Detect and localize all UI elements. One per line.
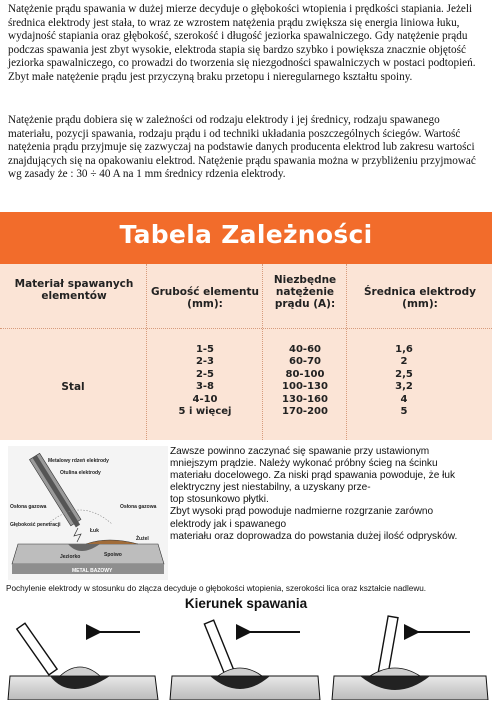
welding-direction-illustrations: [0, 610, 492, 700]
thickness-column: [150, 344, 260, 418]
selection-paragraph: Natężenie prądu dobiera się w zależności od rodzaju elektrody i jej średnicy, rodzaju spawanego materiału, pozycji spawania, rodzaju prądu i od techniki układania poszczególnych ściegów. Wartość natężenia prądu przyjmuje się zazwyczaj na podstawie danych producenta elektrod lub zakresu wartości znajdujących się na opakowaniu elektrod. Natężenie prądu spawania można w przybliżeniu przyjmować wg zasady że : 30 ÷ 40 A na 1 mm średnicy rdzenia elektrody.: [8, 114, 476, 181]
diameter-cell: 3,2: [395, 381, 413, 393]
current-cell: 130-160: [282, 393, 328, 405]
column-divider: [146, 264, 147, 440]
diameter-cell: 1,6: [395, 344, 413, 355]
column-divider: [346, 264, 347, 440]
label-electrode-coating: Otulina elektrody: [60, 470, 101, 476]
header-thickness: Grubość elementu (mm):: [150, 286, 259, 310]
thickness-cell: 4-10: [192, 393, 218, 405]
label-slag: Żużel: [136, 536, 149, 542]
thickness-cell: 2-5: [195, 368, 215, 380]
label-gas-shield-left: Osłona gazowa: [10, 504, 47, 510]
table-title: Tabela Zależności: [119, 220, 373, 249]
current-cell: 170-200: [282, 406, 328, 418]
note-line: top stosunkowo płytki.: [170, 494, 269, 506]
label-filler-metal: Spoiwo: [104, 552, 122, 558]
header-current: Niezbędne natężenie prądu (A):: [273, 274, 337, 310]
table-body: [0, 264, 492, 440]
header-material: Materiał spawanych elementów: [14, 278, 134, 302]
diameter-cell: 2: [400, 356, 408, 368]
note-line: mniejszym prądzie. Należy wykonać próbny ścieg na ścinku: [170, 458, 438, 470]
diameter-cell: 5: [400, 406, 408, 418]
column-divider: [262, 264, 263, 440]
diameter-cell: 4: [400, 393, 408, 405]
note-line: Zawsze powinno zaczynać się spawanie przy ustawionym: [170, 446, 430, 457]
diameter-column: [350, 344, 458, 418]
label-gas-shield-right: Osłona gazowa: [120, 504, 157, 510]
note-line: elektrody jak i spawanego: [170, 518, 287, 530]
current-cell: 40-60: [289, 344, 321, 355]
electrode-angle-caption: Pochylenie elektrody w stosunku do złącza decyduje o głębokości wtopienia, szerokości lica oraz kształcie nadlewu.: [6, 584, 427, 593]
note-line: elektryczny jest niestabilny, a uzyskany prze-: [170, 482, 371, 494]
thickness-cell: 1-5: [195, 344, 215, 355]
current-cell: 80-100: [285, 368, 325, 380]
label-electrode-core: Metalowy rdzeń elektrody: [48, 458, 109, 464]
note-line: materiału docelowego. Za niski prąd spawania powoduje, że łuk: [170, 470, 456, 482]
weld-illustration-3: [332, 616, 488, 700]
current-cell: 60-70: [289, 356, 321, 368]
thickness-cell: 2-3: [195, 356, 215, 368]
note-line: Zbyt wysoki prąd powoduje nadmierne rozgrzanie zarówno: [170, 506, 434, 518]
table-header-bar: [0, 212, 492, 264]
intro-paragraph: Natężenie prądu spawania w dużej mierze decyduje o głębokości wtopienia i prędkości stapiania. Jeżeli średnica elektrody jest stała, to wraz ze wzrostem natężenia prądu zwiększa się energia liniowa łuku, wydajność stapiania oraz głębokość, szerokość i długość jeziorka spawalniczego. Gdy natężenie prądu podczas spawania jest zbyt wysokie, elektroda stapia się bardzo szybko i powiększa znacznie objętość jeziorka spawalniczego, co prowadzi do tworzenia się niezgodności spawalniczych w postaci podtopień. Zbyt małe natężenie prądu jest przyczyną braku przetopu i nieregularnego kształtu spoiny.: [8, 3, 476, 83]
label-arc: Łuk: [90, 528, 99, 534]
label-base-metal: METAL BAZOWY: [72, 568, 113, 574]
welding-note: [170, 446, 488, 543]
weld-illustration-2: [170, 620, 320, 700]
weld-illustration-1: [8, 623, 158, 700]
label-penetration-depth: Głębokość penetracji: [10, 522, 61, 528]
current-cell: 100-130: [282, 381, 328, 393]
dependency-table: [0, 212, 492, 440]
header-diameter: Średnica elektrody (mm):: [363, 286, 476, 310]
current-column: [266, 344, 344, 418]
thickness-cell: 3-8: [195, 381, 215, 393]
row-divider: [0, 328, 492, 329]
material-cell: Stal: [61, 381, 85, 393]
label-weld-pool: Jeziorko: [60, 554, 81, 560]
diameter-cell: 2,5: [395, 368, 413, 380]
welding-direction-title: Kierunek spawania: [184, 596, 308, 611]
thickness-cell: 5 i więcej: [178, 406, 232, 418]
weld-cross-section-diagram: [8, 446, 168, 580]
note-line: materiału oraz doprowadza do powstania dużej ilość odprysków.: [170, 530, 458, 542]
